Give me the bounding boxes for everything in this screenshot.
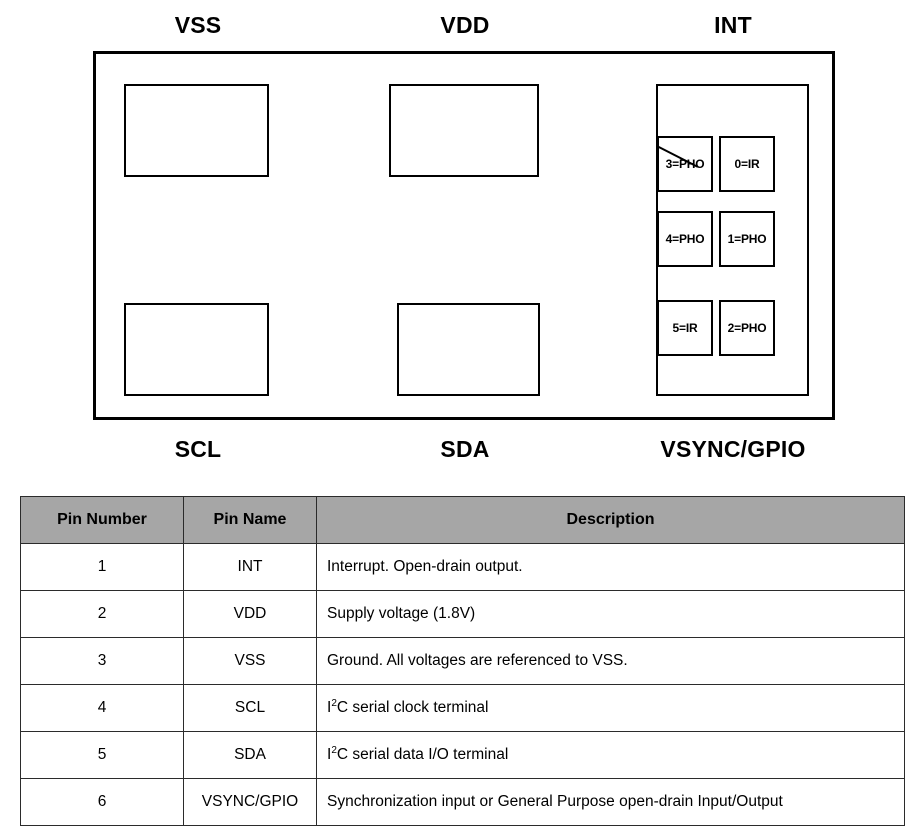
column-header-description: Description [317,497,905,544]
cell-pin-name: VSS [184,638,317,685]
cell-description [317,591,905,638]
column-header-pin-name: Pin Name [184,497,317,544]
desc-text-post: C serial data I/O terminal [336,746,509,764]
cell-pin-number: 4 [21,685,184,732]
pin-label-vss-top: VSS [174,12,222,38]
table-header-row [21,497,905,544]
cell-pin-number: 2 [21,591,184,638]
pin-label-vdd-top: VDD [440,12,490,38]
sensor-cell-2: 2=PHO [719,300,775,356]
cell-pin-number: 3 [21,638,184,685]
table-row [21,638,905,685]
cell-description [317,779,905,826]
table-row [21,732,905,779]
cell-pin-name: INT [184,544,317,591]
cell-pin-name: VSYNC/GPIO [184,779,317,826]
table-row [21,779,905,826]
pad-sda [397,303,540,396]
table-row [21,591,905,638]
cell-description [317,544,905,591]
column-header-pin-number: Pin Number [21,497,184,544]
desc-superscript: 2 [331,745,337,757]
sensor-cell-4: 4=PHO [657,211,713,267]
pad-vss [124,84,269,177]
cell-pin-name: SDA [184,732,317,779]
table-row [21,544,905,591]
sensor-cell-1: 1=PHO [719,211,775,267]
pad-vdd [389,84,539,177]
cell-description [317,638,905,685]
desc-text: Interrupt. Open-drain output. [327,558,523,576]
cell-description [317,685,905,732]
desc-text: Synchronization input or General Purpose open-drain Input/Output [327,793,783,811]
sensor-cell-0: 0=IR [719,136,775,192]
cell-pin-name: SCL [184,685,317,732]
pin-label-scl-bottom: SCL [174,436,222,462]
desc-superscript: 2 [331,698,337,710]
sensor-cell-5: 5=IR [657,300,713,356]
pad-scl [124,303,269,396]
cell-pin-number: 6 [21,779,184,826]
cell-pin-number: 1 [21,544,184,591]
pin-label-vsync-gpio-bottom: VSYNC/GPIO [660,436,806,462]
desc-text-post: C serial clock terminal [336,699,489,717]
table-row [21,685,905,732]
desc-text: Ground. All voltages are referenced to VSS. [327,652,628,670]
pin-label-int-top: INT [714,12,752,38]
desc-text: I [327,746,332,764]
pin-description-table [20,496,904,826]
pin-label-sda-bottom: SDA [440,436,490,462]
cell-pin-name: VDD [184,591,317,638]
desc-text: Supply voltage (1.8V) [327,605,476,623]
sensor-cell-3: 3=PHO [657,136,713,192]
cell-pin-number: 5 [21,732,184,779]
cell-description [317,732,905,779]
desc-text: I [327,699,332,717]
